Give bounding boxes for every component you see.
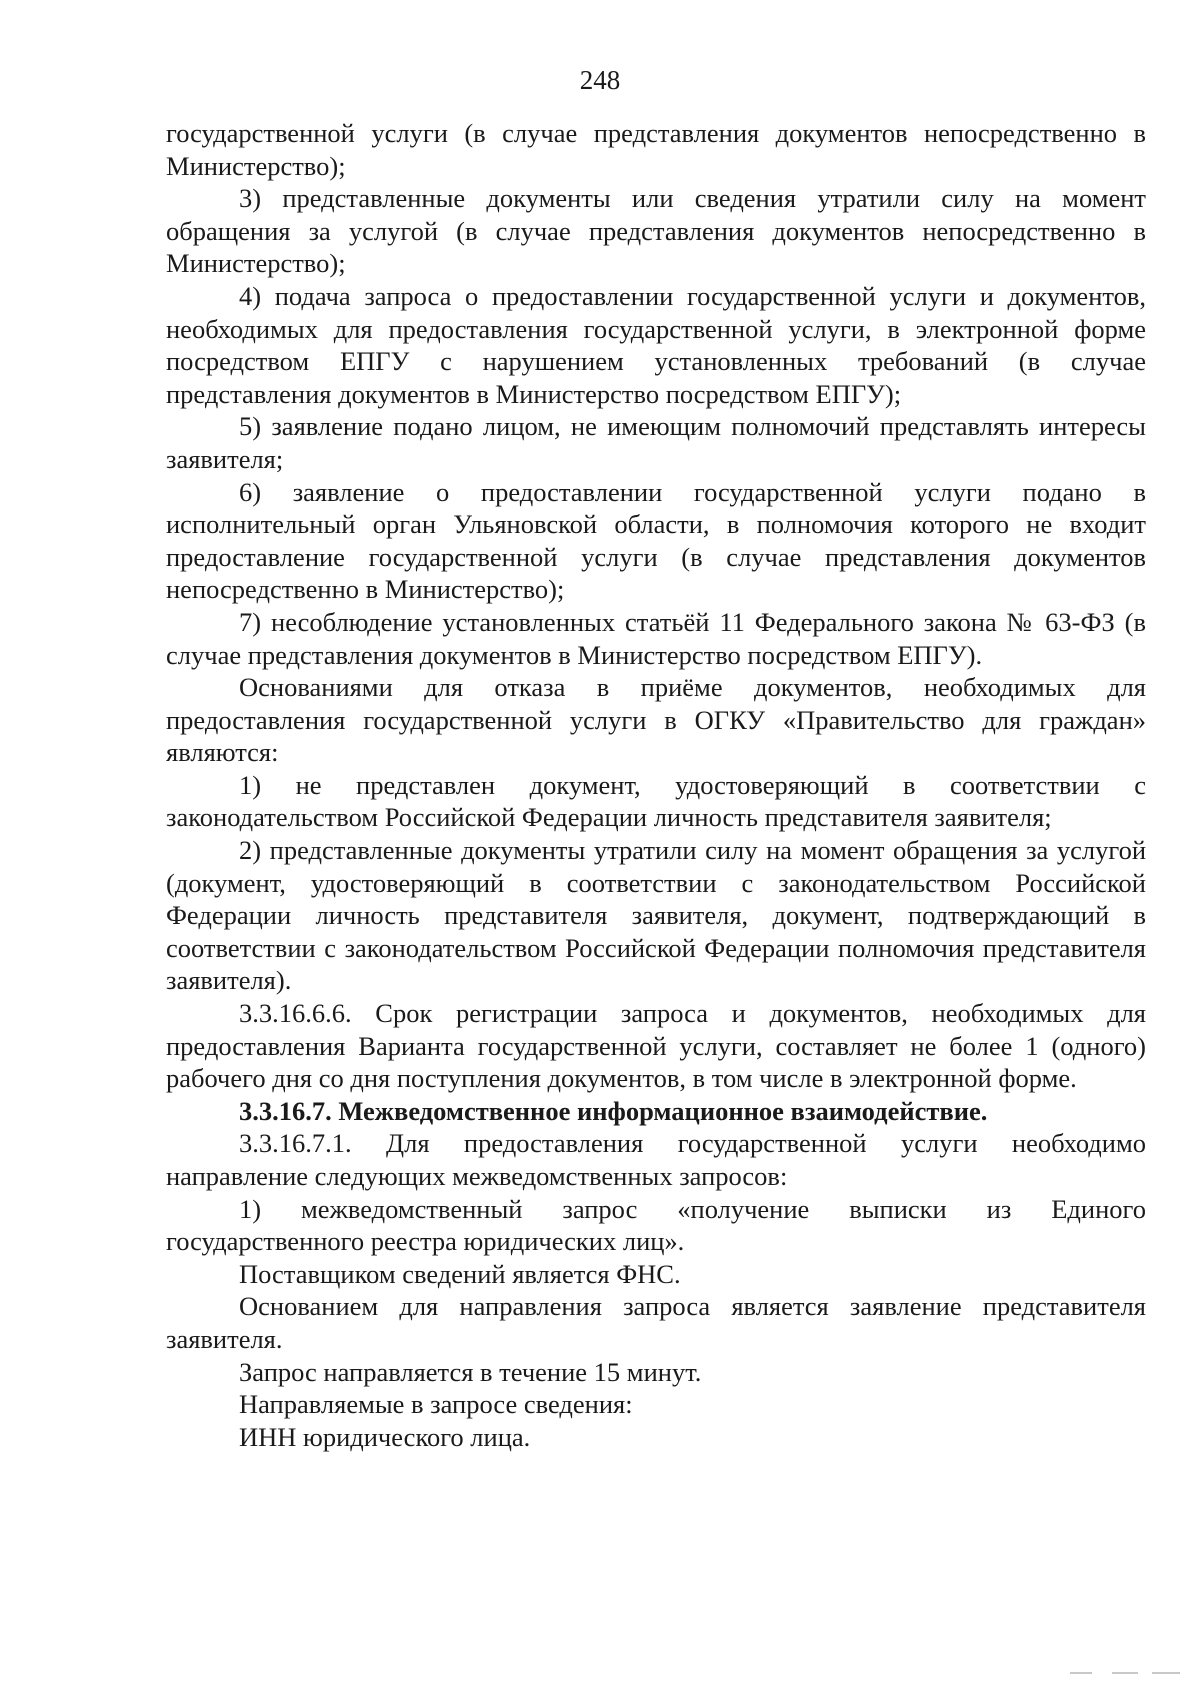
paragraph-item-5: 5) заявление подано лицом, не имеющим полномочий представлять интересы заявителя; bbox=[166, 411, 1146, 474]
paragraph-inn: ИНН юридического лица. bbox=[239, 1421, 531, 1452]
paragraph-continuation: государственной услуги (в случае представления документов непосредственно в Министерство); bbox=[166, 118, 1146, 181]
paragraph-refusal-item-1: 1) не представлен документ, удостоверяющий в соответствии с законодательством Российской Федерации личность представителя заявителя; bbox=[166, 769, 1146, 833]
paragraph-request-item-1: 1) межведомственный запрос «получение выписки из Единого государственного реестра юридических лиц». bbox=[166, 1193, 1146, 1257]
document-body bbox=[166, 117, 1146, 1453]
paragraph-request-basis: Основанием для направления запроса является заявление представителя заявителя. bbox=[166, 1291, 1146, 1354]
paragraph-refusal-item-2: 2) представленные документы утратили силу на момент обращения за услугой (документ, удостоверяющий в соответствии с законодательством Российской Федерации личность представителя заявителя, документ, подтверждающий в соответствии с законодательством Российской Федерации полномочия представителя заявителя). bbox=[166, 835, 1146, 996]
section-heading-interagency: 3.3.16.7. Межведомственное информационное взаимодействие. bbox=[239, 1095, 988, 1126]
paragraph-item-3: 3) представленные документы или сведения утратили силу на момент обращения за услугой (в случае представления документов непосредственно в Министерство); bbox=[166, 183, 1146, 279]
paragraph-supplier: Поставщиком сведений является ФНС. bbox=[239, 1258, 681, 1289]
page-number: 248 bbox=[579, 65, 621, 95]
paragraph-request-timing: Запрос направляется в течение 15 минут. bbox=[239, 1356, 702, 1387]
paragraph-item-4: 4) подача запроса о предоставлении государственной услуги и документов, необходимых для предоставления государственной услуги, в электронной форме посредством ЕПГУ с нарушением установленных требований (в случае представления документов в Министерство посредством ЕПГУ); bbox=[166, 280, 1146, 409]
paragraph-refusal-grounds: Основаниями для отказа в приёме документов, необходимых для предоставления государственной услуги в ОГКУ «Правительство для граждан» являются: bbox=[166, 672, 1146, 768]
paragraph-interagency-requests: 3.3.16.7.1. Для предоставления государственной услуги необходимо направление следующих межведомственных запросов: bbox=[166, 1128, 1146, 1191]
paragraph-item-7: 7) несоблюдение установленных статьёй 11 Федерального закона № 63-ФЗ (в случае представления документов в Министерство посредством ЕПГУ). bbox=[166, 606, 1146, 670]
paragraph-registration-term: 3.3.16.6.6. Срок регистрации запроса и документов, необходимых для предоставления Варианта государственной услуги, составляет не более 1 (одного) рабочего дня со дня поступления документов, в том числе в электронной форме. bbox=[166, 998, 1146, 1094]
scan-artifact-marks bbox=[1070, 1672, 1180, 1676]
paragraph-request-details: Направляемые в запросе сведения: bbox=[239, 1389, 633, 1420]
paragraph-item-6: 6) заявление о предоставлении государственной услуги подано в исполнительный орган Ульяновской области, в полномочия которого не входит предоставление государственной услуги (в случае представления документов непосредственно в Министерство); bbox=[166, 476, 1146, 605]
